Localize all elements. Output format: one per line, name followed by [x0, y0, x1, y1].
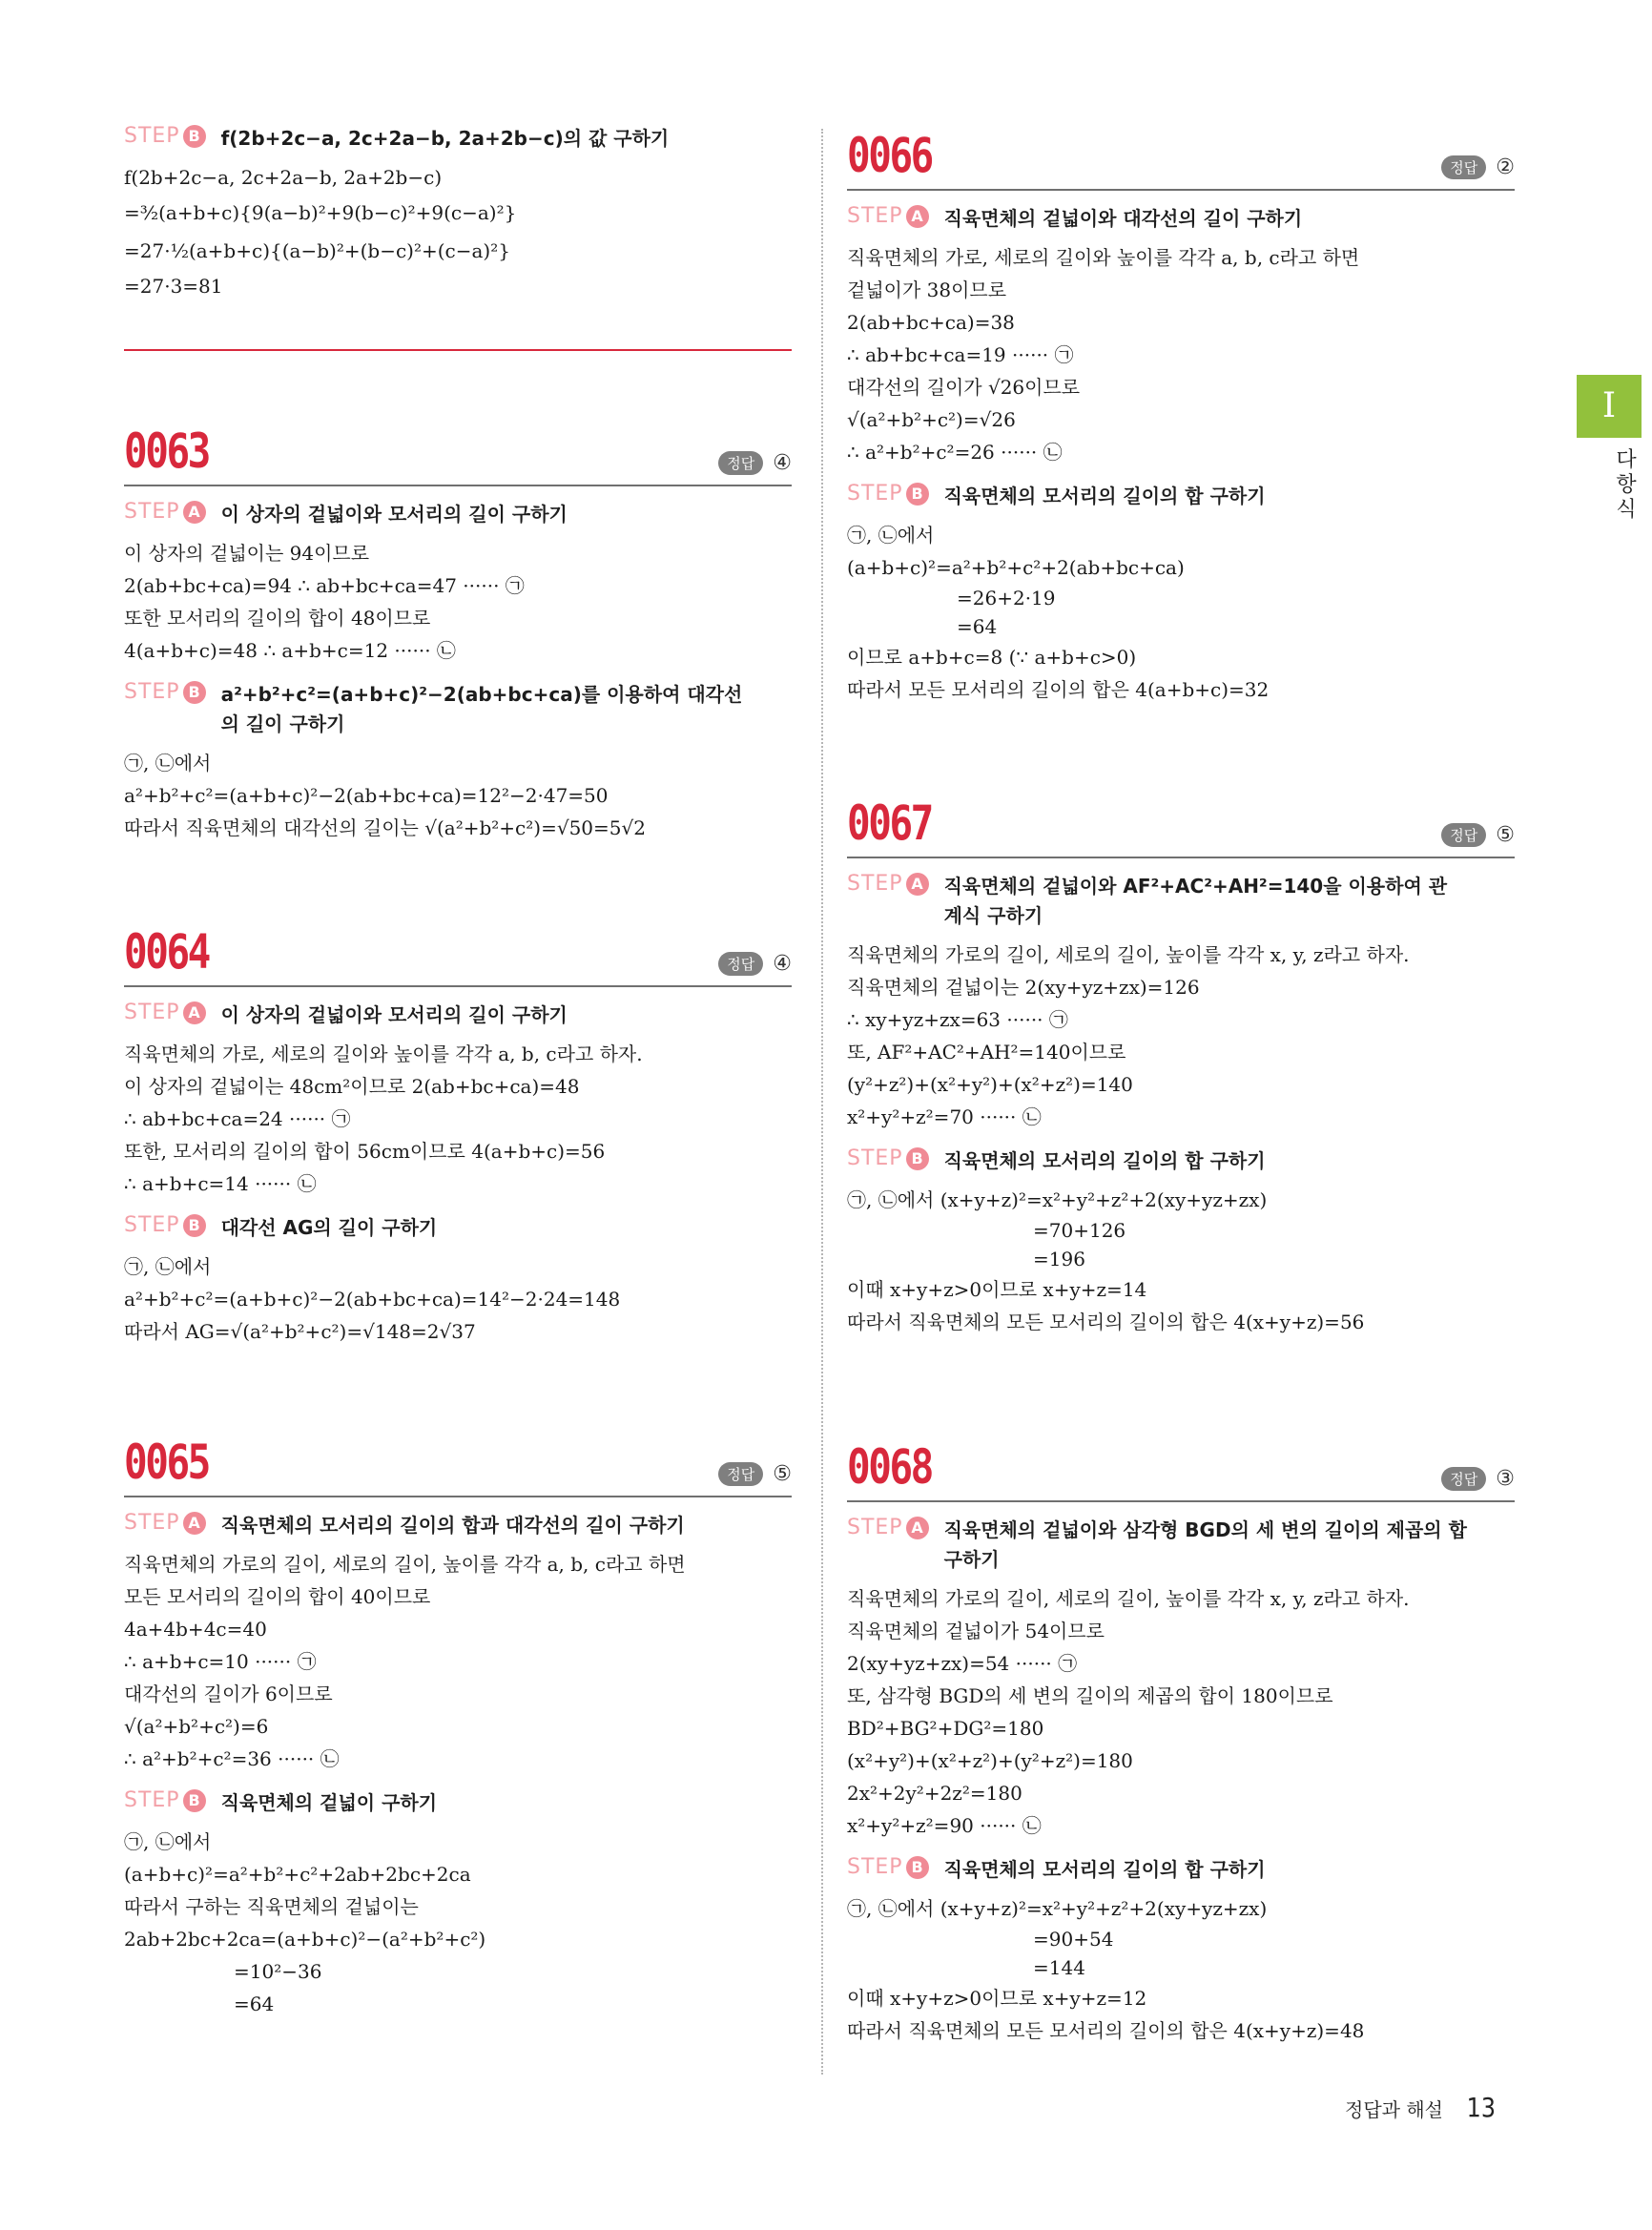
step-label	[847, 1516, 929, 1539]
problem-header	[847, 782, 1515, 858]
problem-header	[124, 410, 792, 486]
math-line: =³⁄₂(a+b+c){9(a−b)²+9(b−c)²+9(c−a)²}	[124, 201, 517, 224]
math-line: ∴ a²+b²+c²=36 ······ ㉡	[124, 1747, 340, 1770]
answer-marker	[1441, 1467, 1515, 1491]
math-line: 따라서 직육면체의 모든 모서리의 길이의 합은 4(x+y+z)=56	[847, 1311, 1365, 1333]
step-label	[124, 1788, 206, 1812]
math-line: =64	[234, 1993, 275, 2015]
step-label	[847, 204, 929, 228]
math-line: a²+b²+c²=(a+b+c)²−2(ab+bc+ca)=12²−2·47=50	[124, 784, 609, 807]
chapter-tab: I	[1577, 375, 1642, 438]
answer-badge: 정답	[1441, 823, 1486, 847]
step-b	[847, 1855, 1515, 1885]
math-line: 2(ab+bc+ca)=38	[847, 311, 1015, 334]
answer-badge: 정답	[1441, 155, 1486, 179]
step-a	[847, 204, 1515, 234]
answer-choice: ③	[1496, 1467, 1515, 1491]
step-title: 대각선 AG의 길이 구하기	[220, 1216, 438, 1239]
math-line: =26+2·19	[957, 587, 1056, 609]
step-letter: B	[183, 1789, 206, 1812]
math-line: 따라서 모든 모서리의 길이의 합은 4(a+b+c)=32	[847, 678, 1270, 701]
step-label	[847, 482, 929, 506]
math-line: 또, AF²+AC²+AH²=140이므로	[847, 1041, 1126, 1063]
step-letter: A	[183, 1512, 206, 1535]
math-line: =27·3=81	[124, 275, 223, 298]
math-line: 이때 x+y+z>0이므로 x+y+z=12	[847, 1987, 1147, 2010]
math-line: 따라서 직육면체의 모든 모서리의 길이의 합은 4(x+y+z)=48	[847, 2019, 1365, 2042]
math-line: (y²+z²)+(x²+y²)+(x²+z²)=140	[847, 1073, 1133, 1096]
section-end-rule	[124, 349, 792, 351]
math-line: ㉠, ㉡에서 (x+y+z)²=x²+y²+z²+2(xy+yz+zx)	[847, 1188, 1268, 1211]
step-letter: B	[183, 1214, 206, 1237]
problem-0064	[124, 911, 792, 1348]
page-footer	[1345, 2092, 1498, 2123]
math-line: 4(a+b+c)=48 ∴ a+b+c=12 ······ ㉡	[124, 639, 456, 662]
problem-0065	[124, 1421, 792, 2020]
math-line: 대각선의 길이가 6이므로	[124, 1683, 333, 1705]
answer-choice: ④	[773, 952, 792, 976]
step-word: STEP	[847, 204, 903, 228]
step-word: STEP	[124, 680, 180, 704]
step-a	[847, 872, 1515, 931]
problem-number: 0066	[847, 128, 932, 183]
math-line: 직육면체의 가로, 세로의 길이와 높이를 각각 a, b, c라고 하면	[847, 246, 1360, 269]
answer-badge: 정답	[718, 451, 763, 475]
answer-marker	[1441, 823, 1515, 847]
math-line: (x²+y²)+(x²+z²)+(y²+z²)=180	[847, 1749, 1133, 1772]
step-word: STEP	[124, 500, 180, 524]
answer-badge: 정답	[718, 1462, 763, 1486]
problem-0067	[847, 782, 1515, 1338]
step-word: STEP	[124, 124, 180, 148]
math-line: (a+b+c)²=a²+b²+c²+2ab+2bc+2ca	[124, 1863, 471, 1886]
math-line: 모든 모서리의 길이의 합이 40이므로	[124, 1585, 431, 1608]
math-line: =27·½(a+b+c){(a−b)²+(b−c)²+(c−a)²}	[124, 239, 510, 262]
math-line: 2(ab+bc+ca)=94 ∴ ab+bc+ca=47 ······ ㉠	[124, 574, 525, 597]
math-line: 이때 x+y+z>0이므로 x+y+z=14	[847, 1278, 1147, 1301]
problem-header	[847, 1426, 1515, 1502]
answer-badge: 정답	[1441, 1467, 1486, 1491]
math-line: ∴ a+b+c=10 ······ ㉠	[124, 1650, 317, 1673]
answer-choice: ②	[1496, 155, 1515, 179]
math-line: ㉠, ㉡에서	[124, 1830, 212, 1853]
math-line: 이 상자의 겉넓이는 48cm²이므로 2(ab+bc+ca)=48	[124, 1075, 580, 1098]
math-line: 또한, 모서리의 길이의 합이 56cm이므로 4(a+b+c)=56	[124, 1140, 606, 1163]
step-word: STEP	[124, 1511, 180, 1535]
step-b	[124, 124, 792, 154]
math-line: 2x²+2y²+2z²=180	[847, 1782, 1022, 1805]
math-line: x²+y²+z²=70 ······ ㉡	[847, 1105, 1042, 1128]
step-b	[124, 1213, 792, 1243]
step-label	[124, 500, 206, 524]
math-line: =64	[957, 615, 998, 638]
step-label	[124, 1213, 206, 1237]
step-label	[847, 1146, 929, 1170]
answer-marker	[718, 1462, 792, 1486]
problem-header	[124, 1421, 792, 1497]
step-title: 직육면체의 모서리의 길이의 합 구하기	[943, 485, 1266, 507]
answer-badge: 정답	[718, 952, 763, 976]
step-word: STEP	[124, 1001, 180, 1024]
step-label	[124, 1511, 206, 1535]
problem-number: 0065	[124, 1435, 209, 1490]
math-line: ∴ a+b+c=14 ······ ㉡	[124, 1172, 317, 1195]
math-line: x²+y²+z²=90 ······ ㉡	[847, 1814, 1042, 1837]
step-label	[847, 1855, 929, 1879]
step-title: f(2b+2c−a, 2c+2a−b, 2a+2b−c)의 값 구하기	[220, 127, 670, 150]
step-letter: B	[183, 125, 206, 148]
step-label	[847, 872, 929, 896]
step-word: STEP	[847, 872, 903, 896]
step-letter: B	[183, 681, 206, 704]
answer-choice: ⑤	[1496, 823, 1515, 847]
math-line: (a+b+c)²=a²+b²+c²+2(ab+bc+ca)	[847, 556, 1185, 579]
step-b	[124, 1788, 792, 1818]
math-line: =196	[1033, 1248, 1085, 1270]
step-letter: A	[183, 501, 206, 524]
answer-marker	[718, 952, 792, 976]
answer-marker	[718, 451, 792, 475]
column-divider	[821, 129, 823, 2075]
step-b	[847, 1146, 1515, 1176]
math-line: 직육면체의 가로의 길이, 세로의 길이, 높이를 각각 x, y, z라고 하자.	[847, 1587, 1410, 1610]
footer-label: 정답과 해설	[1345, 2098, 1443, 2121]
math-line: ㉠, ㉡에서	[124, 752, 212, 774]
problem-header	[124, 911, 792, 987]
math-line: 따라서 AG=√(a²+b²+c²)=√148=2√37	[124, 1320, 476, 1343]
math-line: 직육면체의 겉넓이는 2(xy+yz+zx)=126	[847, 976, 1200, 999]
step-word: STEP	[847, 1855, 903, 1879]
math-line: =10²−36	[234, 1960, 322, 1983]
math-line: ㉠, ㉡에서	[124, 1255, 212, 1278]
step-word: STEP	[847, 1146, 903, 1170]
math-line: =144	[1033, 1956, 1085, 1979]
step-title: 이 상자의 겉넓이와 모서리의 길이 구하기	[220, 503, 568, 526]
math-line: ㉠, ㉡에서 (x+y+z)²=x²+y²+z²+2(xy+yz+zx)	[847, 1897, 1268, 1920]
step-title: 직육면체의 겉넓이와 삼각형 BGD의 세 변의 길이의 제곱의 합 구하기	[943, 1518, 1467, 1571]
math-line: √(a²+b²+c²)=6	[124, 1715, 269, 1738]
answer-choice: ④	[773, 451, 792, 475]
math-line: 따라서 직육면체의 대각선의 길이는 √(a²+b²+c²)=√50=5√2	[124, 816, 646, 839]
step-title: 직육면체의 모서리의 길이의 합과 대각선의 길이 구하기	[220, 1514, 685, 1537]
math-line: 직육면체의 가로의 길이, 세로의 길이, 높이를 각각 a, b, c라고 하면	[124, 1553, 686, 1576]
problem-number: 0068	[847, 1439, 932, 1495]
math-line: 직육면체의 겉넓이가 54이므로	[847, 1620, 1105, 1642]
step-letter: B	[906, 483, 929, 506]
step-a	[124, 500, 792, 529]
math-line: √(a²+b²+c²)=√26	[847, 408, 1016, 431]
step-letter: A	[906, 873, 929, 896]
continued-solution	[124, 124, 792, 302]
math-line: =90+54	[1033, 1928, 1114, 1951]
step-b	[124, 680, 792, 739]
math-line: ∴ a²+b²+c²=26 ······ ㉡	[847, 441, 1063, 464]
step-title: 직육면체의 겉넓이와 AF²+AC²+AH²=140을 이용하여 관계식 구하기	[943, 875, 1448, 927]
math-line: a²+b²+c²=(a+b+c)²−2(ab+bc+ca)=14²−2·24=148	[124, 1288, 621, 1311]
math-line: 직육면체의 가로, 세로의 길이와 높이를 각각 a, b, c라고 하자.	[124, 1043, 643, 1065]
step-title: a²+b²+c²=(a+b+c)²−2(ab+bc+ca)를 이용하여 대각선의 길이 구하기	[220, 683, 743, 735]
math-line: 4a+4b+4c=40	[124, 1618, 267, 1641]
math-line: 2ab+2bc+2ca=(a+b+c)²−(a²+b²+c²)	[124, 1928, 486, 1951]
step-letter: B	[906, 1147, 929, 1170]
math-line: BD²+BG²+DG²=180	[847, 1717, 1044, 1740]
problem-0068	[847, 1426, 1515, 2047]
step-letter: B	[906, 1856, 929, 1879]
math-line: 겉넓이가 38이므로	[847, 279, 1007, 301]
step-word: STEP	[124, 1788, 180, 1812]
step-a	[124, 1001, 792, 1030]
step-a	[847, 1516, 1515, 1575]
problem-header	[847, 114, 1515, 191]
math-line: 대각선의 길이가 √26이므로	[847, 376, 1081, 399]
step-title: 직육면체의 모서리의 길이의 합 구하기	[943, 1858, 1266, 1881]
step-title: 직육면체의 겉넓이 구하기	[220, 1791, 438, 1814]
step-label	[124, 1001, 206, 1024]
math-line: ∴ ab+bc+ca=24 ······ ㉠	[124, 1107, 351, 1130]
step-a	[124, 1511, 792, 1540]
math-line: ㉠, ㉡에서	[847, 524, 935, 547]
step-letter: A	[906, 1517, 929, 1539]
problem-number: 0064	[124, 924, 209, 980]
chapter-title: 다항식	[1616, 448, 1637, 522]
math-line: 이므로 a+b+c=8 (∵ a+b+c>0)	[847, 646, 1137, 669]
step-letter: A	[906, 205, 929, 228]
step-title: 이 상자의 겉넓이와 모서리의 길이 구하기	[220, 1003, 568, 1026]
math-line: 또한 모서리의 길이의 합이 48이므로	[124, 607, 431, 630]
math-line: 이 상자의 겉넓이는 94이므로	[124, 542, 370, 565]
step-word: STEP	[124, 1213, 180, 1237]
step-title: 직육면체의 모서리의 길이의 합 구하기	[943, 1149, 1266, 1172]
step-word: STEP	[847, 1516, 903, 1539]
step-letter: A	[183, 1001, 206, 1024]
problem-number: 0067	[847, 795, 932, 851]
math-line: f(2b+2c−a, 2c+2a−b, 2a+2b−c)	[124, 166, 443, 189]
step-title: 직육면체의 겉넓이와 대각선의 길이 구하기	[943, 207, 1303, 230]
math-line: =70+126	[1033, 1219, 1126, 1242]
math-line: ∴ ab+bc+ca=19 ······ ㉠	[847, 343, 1074, 366]
problem-0066	[847, 114, 1515, 706]
answer-marker	[1441, 155, 1515, 179]
step-b	[847, 482, 1515, 511]
math-line: 또, 삼각형 BGD의 세 변의 길이의 제곱의 합이 180이므로	[847, 1684, 1333, 1707]
problem-0063	[124, 410, 792, 844]
step-label	[124, 124, 206, 148]
step-word: STEP	[847, 482, 903, 506]
math-line: 2(xy+yz+zx)=54 ······ ㉠	[847, 1652, 1078, 1675]
math-line: 따라서 구하는 직육면체의 겉넓이는	[124, 1895, 419, 1918]
answer-choice: ⑤	[773, 1462, 792, 1486]
problem-number: 0063	[124, 423, 209, 479]
page-number: 13	[1466, 2092, 1496, 2123]
step-label	[124, 680, 206, 704]
math-line: 직육면체의 가로의 길이, 세로의 길이, 높이를 각각 x, y, z라고 하자.	[847, 943, 1410, 966]
math-line: ∴ xy+yz+zx=63 ······ ㉠	[847, 1008, 1068, 1031]
